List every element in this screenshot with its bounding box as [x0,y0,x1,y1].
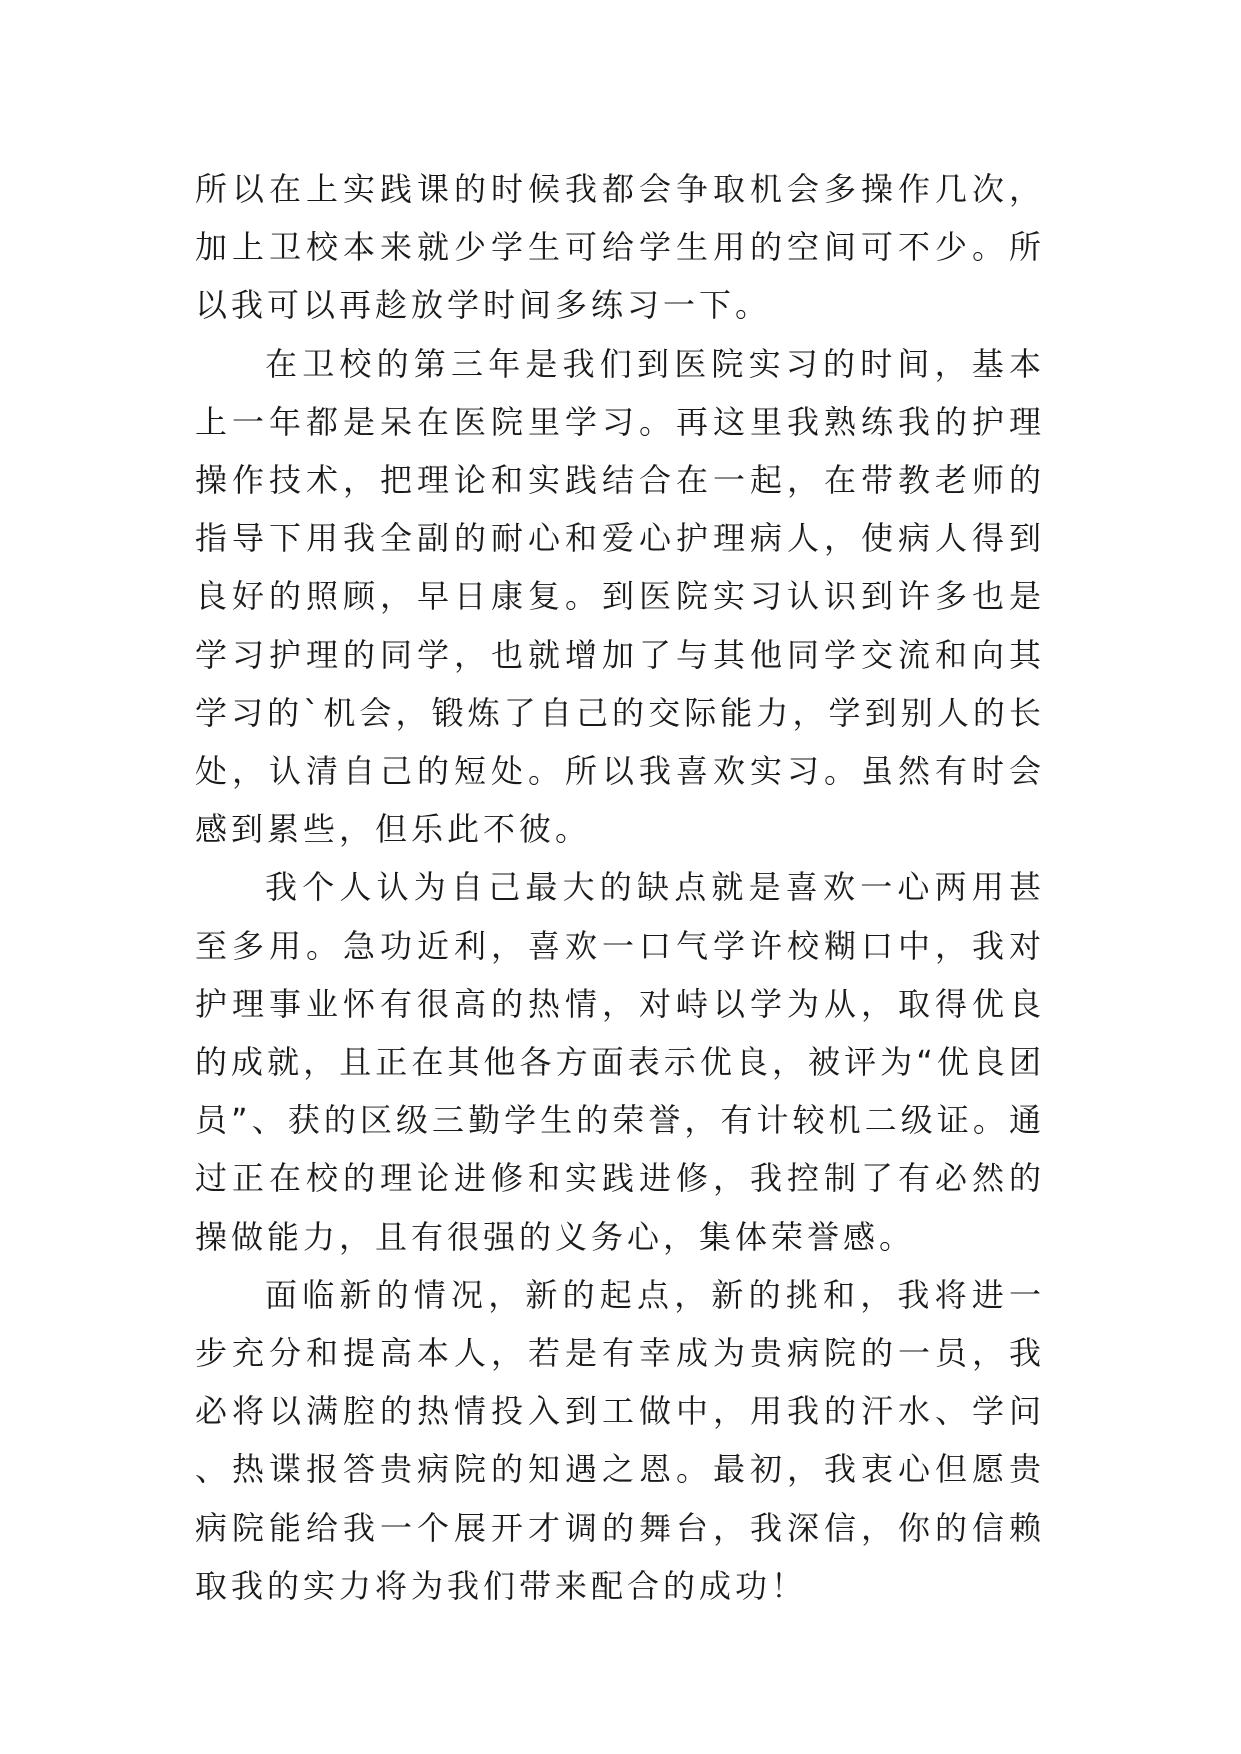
paragraph-3: 我个人认为自己最大的缺点就是喜欢一心两用甚至多用。急功近利，喜欢一口气学许校糊口中，我对护理事业怀有很高的热情，对峙以学为从，取得优良的成就，且正在其他各方面表示优良，被评为“优良团员”、获的区级三勤学生的荣誉，有计较机二级证。通过正在校的理论进修和实践进修，我控制了有必然的操做能力，且有很强的义务心，集体荣誉感。 [195,868,1045,1256]
paragraph-4: 面临新的情况，新的起点，新的挑和，我将进一步充分和提高本人，若是有幸成为贵病院的一员，我必将以满腔的热情投入到工做中，用我的汗水、学问、热谍报答贵病院的知遇之恩。最初，我衷心但愿贵病院能给我一个展开才调的舞台，我深信，你的信赖取我的实力将为我们带来配合的成功！ [195,1275,1045,1605]
document-body [195,160,1045,1615]
paragraph-2: 在卫校的第三年是我们到医院实习的时间，基本上一年都是呆在医院里学习。再这里我熟练我的护理操作技术，把理论和实践结合在一起，在带教老师的指导下用我全副的耐心和爱心护理病人，使病人得到良好的照顾，早日康复。到医院实习认识到许多也是学习护理的同学，也就增加了与其他同学交流和向其学习的`机会，锻炼了自己的交际能力，学到别人的长处，认清自己的短处。所以我喜欢实习。虽然有时会感到累些，但乐此不彼。 [195,344,1045,849]
paragraph-1: 所以在上实践课的时候我都会争取机会多操作几次，加上卫校本来就少学生可给学生用的空间可不少。所以我可以再趁放学时间多练习一下。 [195,170,1045,325]
